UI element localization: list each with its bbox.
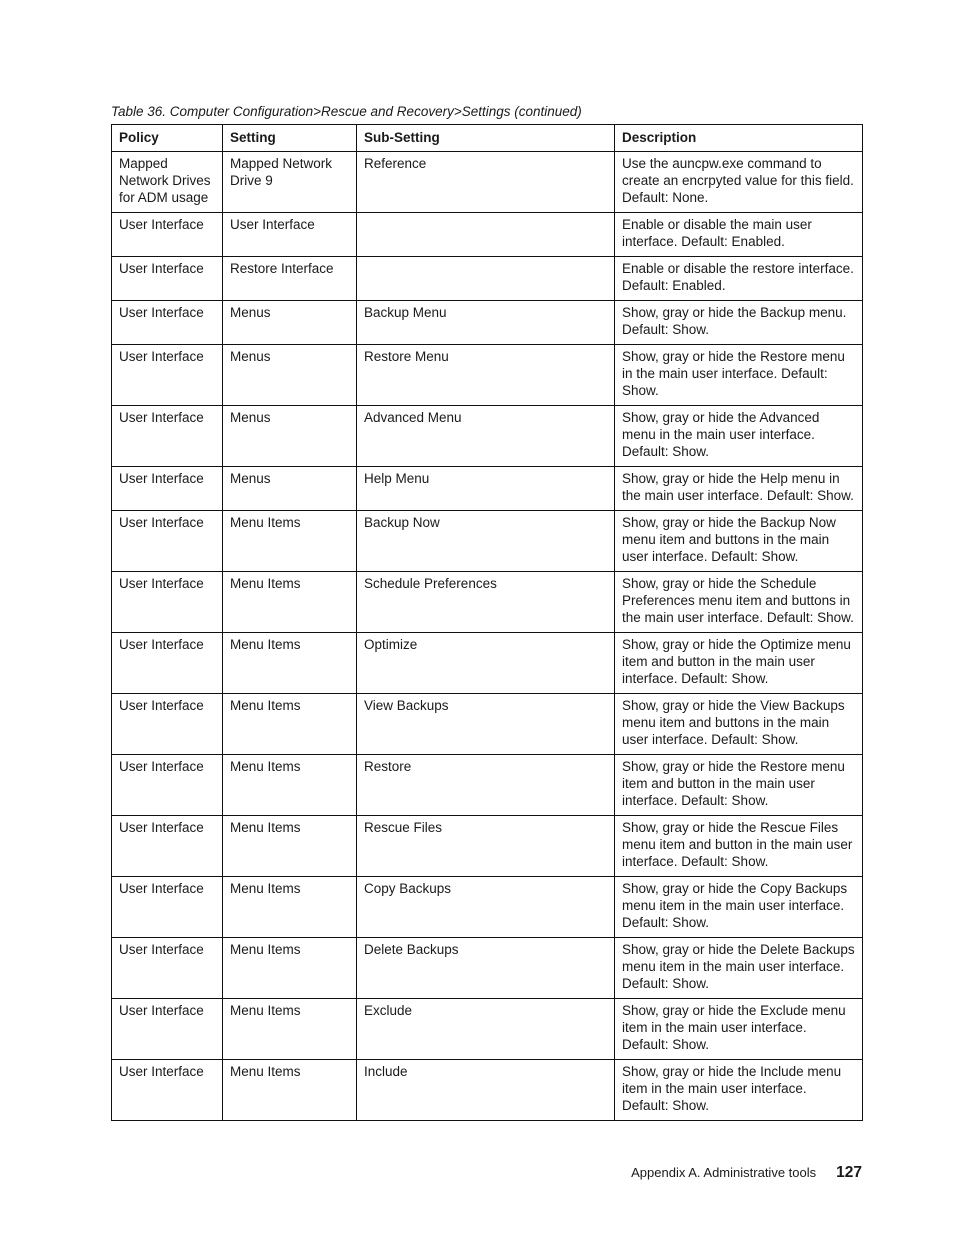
description-cell: Show, gray or hide the Backup menu. Default: Show.: [615, 301, 863, 345]
policy-cell: User Interface: [112, 694, 223, 755]
description-cell: Show, gray or hide the Rescue Files menu item and button in the main user interface. Default: Show.: [615, 816, 863, 877]
sub-setting-cell: Help Menu: [357, 467, 615, 511]
description-cell: Show, gray or hide the Delete Backups menu item in the main user interface. Default: Show.: [615, 938, 863, 999]
description-cell: Enable or disable the restore interface. Default: Enabled.: [615, 257, 863, 301]
sub-setting-cell: Optimize: [357, 633, 615, 694]
description-cell: Show, gray or hide the Backup Now menu item and buttons in the main user interface. Default: Show.: [615, 511, 863, 572]
setting-cell: Menu Items: [223, 877, 357, 938]
setting-cell: Menu Items: [223, 511, 357, 572]
setting-cell: Menu Items: [223, 816, 357, 877]
table-row: [112, 877, 863, 938]
policy-cell: User Interface: [112, 257, 223, 301]
sub-setting-cell: Copy Backups: [357, 877, 615, 938]
description-cell: Show, gray or hide the Schedule Preferences menu item and buttons in the main user interface. Default: Show.: [615, 572, 863, 633]
table-row: [112, 572, 863, 633]
policy-cell: User Interface: [112, 877, 223, 938]
sub-setting-cell: [357, 213, 615, 257]
sub-setting-cell: Include: [357, 1060, 615, 1121]
policy-cell: User Interface: [112, 301, 223, 345]
settings-table: [111, 124, 863, 1121]
setting-cell: User Interface: [223, 213, 357, 257]
table-row: [112, 511, 863, 572]
setting-cell: Menu Items: [223, 755, 357, 816]
header-sub-setting: Sub-Setting: [357, 125, 615, 152]
table-body: [112, 152, 863, 1121]
sub-setting-cell: Exclude: [357, 999, 615, 1060]
policy-cell: User Interface: [112, 345, 223, 406]
description-cell: Enable or disable the main user interface. Default: Enabled.: [615, 213, 863, 257]
sub-setting-cell: Restore: [357, 755, 615, 816]
setting-cell: Menus: [223, 301, 357, 345]
page-footer: [631, 1164, 862, 1182]
sub-setting-cell: [357, 257, 615, 301]
page-number: 127: [836, 1164, 862, 1181]
setting-cell: Menu Items: [223, 1060, 357, 1121]
policy-cell: User Interface: [112, 816, 223, 877]
sub-setting-cell: Backup Now: [357, 511, 615, 572]
table-row: [112, 301, 863, 345]
policy-cell: User Interface: [112, 213, 223, 257]
policy-cell: User Interface: [112, 999, 223, 1060]
sub-setting-cell: Backup Menu: [357, 301, 615, 345]
setting-cell: Menu Items: [223, 938, 357, 999]
header-setting: Setting: [223, 125, 357, 152]
setting-cell: Menus: [223, 467, 357, 511]
header-description: Description: [615, 125, 863, 152]
header-row: [112, 125, 863, 152]
table-row: [112, 755, 863, 816]
table-row: [112, 257, 863, 301]
policy-cell: User Interface: [112, 938, 223, 999]
policy-cell: User Interface: [112, 406, 223, 467]
policy-cell: User Interface: [112, 572, 223, 633]
sub-setting-cell: Restore Menu: [357, 345, 615, 406]
setting-cell: Menu Items: [223, 999, 357, 1060]
table-row: [112, 633, 863, 694]
footer-section-title: Appendix A. Administrative tools: [631, 1165, 817, 1180]
policy-cell: Mapped Network Drives for ADM usage: [112, 152, 223, 213]
table-caption: Table 36. Computer Configuration>Rescue and Recovery>Settings (continued): [111, 104, 582, 119]
table-row: [112, 1060, 863, 1121]
setting-cell: Menu Items: [223, 572, 357, 633]
sub-setting-cell: Schedule Preferences: [357, 572, 615, 633]
table-row: [112, 816, 863, 877]
policy-cell: User Interface: [112, 511, 223, 572]
description-cell: Show, gray or hide the View Backups menu item and buttons in the main user interface. Default: Show.: [615, 694, 863, 755]
description-cell: Show, gray or hide the Exclude menu item in the main user interface. Default: Show.: [615, 999, 863, 1060]
description-cell: Use the auncpw.exe command to create an encrpyted value for this field. Default: None.: [615, 152, 863, 213]
table-row: [112, 694, 863, 755]
setting-cell: Menus: [223, 345, 357, 406]
sub-setting-cell: Advanced Menu: [357, 406, 615, 467]
description-cell: Show, gray or hide the Include menu item in the main user interface. Default: Show.: [615, 1060, 863, 1121]
description-cell: Show, gray or hide the Restore menu in the main user interface. Default: Show.: [615, 345, 863, 406]
policy-cell: User Interface: [112, 633, 223, 694]
table-row: [112, 345, 863, 406]
table-header: [112, 125, 863, 152]
table-row: [112, 999, 863, 1060]
sub-setting-cell: Delete Backups: [357, 938, 615, 999]
table-row: [112, 213, 863, 257]
setting-cell: Menu Items: [223, 694, 357, 755]
header-policy: Policy: [112, 125, 223, 152]
description-cell: Show, gray or hide the Restore menu item and button in the main user interface. Default: Show.: [615, 755, 863, 816]
setting-cell: Restore Interface: [223, 257, 357, 301]
description-cell: Show, gray or hide the Optimize menu item and button in the main user interface. Default: Show.: [615, 633, 863, 694]
table-row: [112, 152, 863, 213]
table-row: [112, 467, 863, 511]
table-row: [112, 406, 863, 467]
policy-cell: User Interface: [112, 467, 223, 511]
policy-cell: User Interface: [112, 1060, 223, 1121]
sub-setting-cell: Reference: [357, 152, 615, 213]
description-cell: Show, gray or hide the Copy Backups menu item in the main user interface. Default: Show.: [615, 877, 863, 938]
setting-cell: Mapped Network Drive 9: [223, 152, 357, 213]
policy-cell: User Interface: [112, 755, 223, 816]
setting-cell: Menu Items: [223, 633, 357, 694]
sub-setting-cell: Rescue Files: [357, 816, 615, 877]
description-cell: Show, gray or hide the Advanced menu in the main user interface. Default: Show.: [615, 406, 863, 467]
table-row: [112, 938, 863, 999]
sub-setting-cell: View Backups: [357, 694, 615, 755]
description-cell: Show, gray or hide the Help menu in the main user interface. Default: Show.: [615, 467, 863, 511]
setting-cell: Menus: [223, 406, 357, 467]
